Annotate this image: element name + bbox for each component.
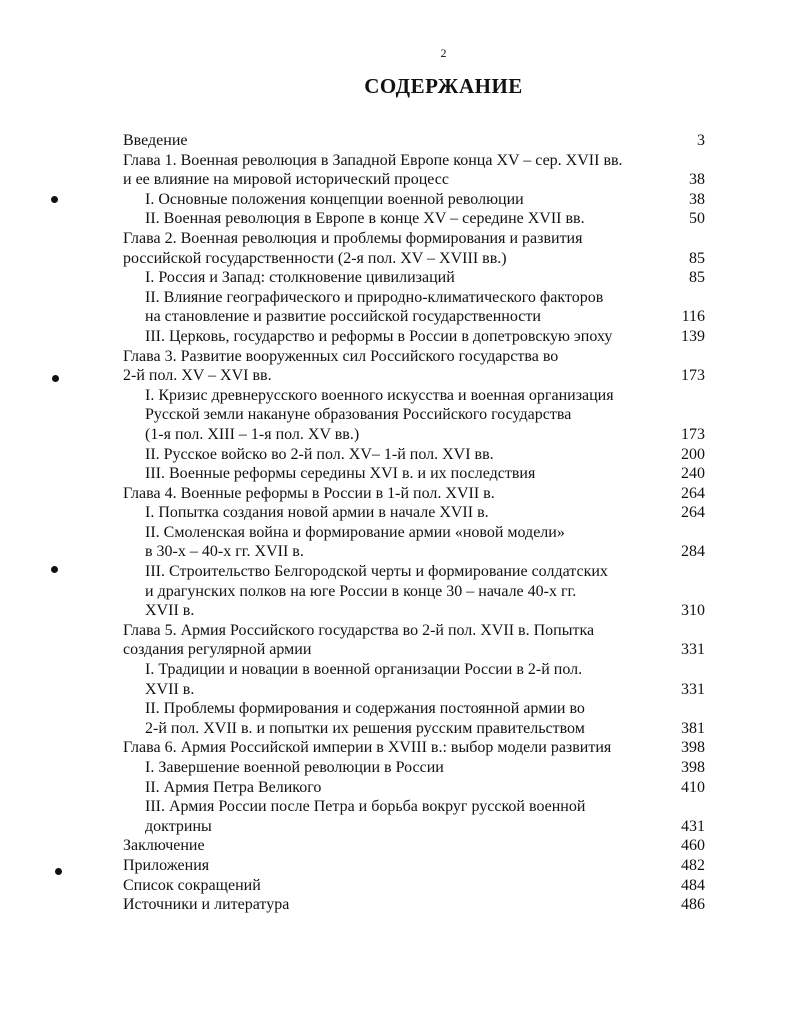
toc-entry-page: 460: [681, 837, 705, 855]
toc-entry: [123, 836, 705, 856]
toc-entry: [123, 660, 705, 680]
toc-entry-text: доктрины: [145, 817, 212, 835]
toc-entry: [123, 876, 705, 896]
toc-entry-page: 331: [681, 641, 705, 659]
toc-entry-text: создания регулярной армии: [123, 641, 312, 659]
toc-entry-text: I. Основные положения концепции военной революции: [145, 190, 524, 208]
toc-entry-text: и драгунских полков на юге России в конце 30 – начале 40-х гг.: [145, 582, 577, 600]
toc-entry: [123, 680, 705, 700]
toc-entry-page: 398: [681, 759, 705, 776]
toc-entry-text: Источники и литература: [123, 896, 290, 914]
toc-entry: [123, 288, 705, 308]
toc-entry: [123, 484, 705, 504]
toc-entry: [123, 758, 705, 778]
toc-entry-text: Глава 2. Военная революция и проблемы формирования и развития: [123, 229, 583, 247]
toc-entry: [123, 738, 705, 758]
toc-entry-text: II. Смоленская война и формирование армии «новой модели»: [145, 523, 565, 541]
toc-entry-page: 431: [681, 817, 705, 835]
toc-entry-page: 85: [689, 269, 705, 287]
toc-entry-text: российской государственности (2-я пол. XV – XVIII вв.): [123, 249, 507, 267]
toc-entry: [123, 719, 705, 739]
toc-entry-page: 240: [681, 465, 705, 483]
toc-entry-text: Список сокращений: [123, 876, 261, 894]
toc-entry: [123, 268, 705, 288]
toc-entry-text: III. Военные реформы середины XVI в. и их последствия: [145, 465, 536, 483]
toc-entry: [123, 503, 705, 523]
toc-entry-page: 264: [681, 484, 705, 502]
toc-entry-page: 484: [681, 876, 705, 894]
toc-entry-page: 85: [689, 249, 705, 267]
toc-entry: [123, 425, 705, 445]
toc-entry: [123, 464, 705, 484]
toc-entry: [123, 209, 705, 229]
toc-entry-page: 410: [681, 778, 705, 796]
toc-entry: [123, 856, 705, 876]
toc-entry-text: II. Проблемы формирования и содержания постоянной армии во: [145, 700, 585, 718]
toc-entry-text: I. Традиции и новации в военной организации России в 2-й пол.: [145, 661, 583, 679]
toc-entry: [123, 347, 705, 367]
toc-entry-page: 381: [681, 719, 705, 737]
toc-entry-page: 116: [681, 308, 705, 326]
toc-entry-page: 284: [681, 543, 705, 561]
toc-entry-text: Заключение: [123, 837, 205, 855]
toc-entry: [123, 366, 705, 386]
toc-entry-text: 2-й пол. XV – XVI вв.: [123, 367, 272, 385]
toc-entry: [123, 170, 705, 190]
toc-entry-text: Русской земли накануне образования Российского государства: [145, 406, 572, 424]
toc-entry: [123, 817, 705, 837]
toc-entry-page: 38: [689, 171, 705, 189]
toc-entry: [123, 249, 705, 269]
toc-entry-text: Глава 1. Военная революция в Западной Европе конца XV – сер. XVII вв.: [123, 151, 623, 169]
toc-entry: [123, 797, 705, 817]
toc-entry-page: 3: [697, 132, 705, 149]
toc-entry-text: II. Влияние географического и природно-климатического факторов: [145, 288, 604, 306]
toc-entry-text: Глава 4. Военные реформы в России в 1-й пол. XVII в.: [123, 484, 495, 502]
toc-entry: [123, 895, 705, 915]
toc-entry: [123, 621, 705, 641]
toc-entry: [123, 601, 705, 621]
toc-entry-page: 139: [681, 327, 705, 345]
toc-entry-text: III. Церковь, государство и реформы в России в допетровскую эпоху: [145, 327, 613, 345]
toc-entry-page: 398: [681, 739, 705, 757]
toc-entry: [123, 640, 705, 660]
toc-entry-text: на становление и развитие российской государственности: [145, 308, 541, 326]
margin-bullet-icon: [55, 868, 62, 875]
toc-entry-page: 331: [681, 680, 705, 698]
toc-entry-text: III. Строительство Белгородской черты и формирование солдатских: [145, 563, 608, 581]
toc-entry-page: 482: [681, 856, 705, 874]
toc-entry: [123, 562, 705, 582]
toc-entry-text: I. Попытка создания новой армии в начале XVII в.: [145, 504, 489, 522]
toc-entry-page: 50: [689, 210, 705, 228]
toc-entry: [123, 405, 705, 425]
toc-entry-text: 2-й пол. XVII в. и попытки их решения русским правительством: [145, 719, 585, 737]
toc-entry: [123, 386, 705, 406]
toc-entry: [123, 131, 705, 151]
toc-entry-text: I. Россия и Запад: столкновение цивилизаций: [145, 269, 455, 287]
toc-entry: [123, 778, 705, 798]
toc-entry: [123, 229, 705, 249]
toc-entry: [123, 307, 705, 327]
toc-entry: [123, 327, 705, 347]
toc-entry: [123, 523, 705, 543]
toc-entry-page: 173: [681, 367, 705, 385]
toc-entry-text: II. Русское войско во 2-й пол. XV– 1-й пол. XVI вв.: [145, 445, 494, 463]
toc-entry: [123, 445, 705, 465]
toc-entry-text: Приложения: [123, 856, 210, 874]
toc-entry-page: 200: [681, 445, 705, 463]
toc-entry: [123, 190, 705, 210]
toc-entry-text: I. Кризис древнерусского военного искусства и военная организация: [145, 386, 614, 404]
toc-entry-text: I. Завершение военной революции в России: [145, 759, 444, 776]
toc-entry-text: II. Военная революция в Европе в конце XV – середине XVII вв.: [145, 210, 585, 228]
margin-bullet-icon: [51, 566, 58, 573]
margin-bullet-icon: [52, 375, 59, 382]
toc-entry: [123, 699, 705, 719]
toc-entry: [123, 151, 705, 171]
toc-entry-text: Глава 3. Развитие вооруженных сил Российского государства во: [123, 347, 559, 365]
margin-bullet-icon: [51, 196, 58, 203]
toc-entry-text: и ее влияние на мировой исторический процесс: [123, 171, 449, 189]
toc-entry-text: в 30-х – 40-х гг. XVII в.: [145, 543, 304, 561]
toc-entry-text: XVII в.: [145, 602, 195, 620]
page-number: 2: [440, 46, 447, 60]
toc-entry-page: 264: [681, 504, 705, 522]
toc-entry-page: 486: [681, 896, 705, 914]
toc-entry-text: III. Армия России после Петра и борьба вокруг русской военной: [145, 798, 586, 816]
toc-entry-text: Введение: [123, 132, 188, 149]
toc-entry: [123, 542, 705, 562]
toc-entry-text: Глава 6. Армия Российской империи в XVIII в.: выбор модели развития: [123, 739, 612, 757]
toc-entry-page: 38: [689, 190, 705, 208]
toc-entry: [123, 582, 705, 602]
page-title: СОДЕРЖАНИЕ: [364, 74, 523, 98]
toc-entry-page: 310: [681, 602, 705, 620]
toc-entry-text: (1-я пол. XIII – 1-я пол. XV вв.): [145, 425, 360, 443]
toc-entry-text: II. Армия Петра Великого: [145, 778, 322, 796]
toc-entry-text: Глава 5. Армия Российского государства во 2-й пол. XVII в. Попытка: [123, 621, 595, 639]
toc-entry-text: XVII в.: [145, 680, 195, 698]
toc-entry-page: 173: [681, 425, 705, 443]
table-of-contents: [123, 131, 705, 915]
